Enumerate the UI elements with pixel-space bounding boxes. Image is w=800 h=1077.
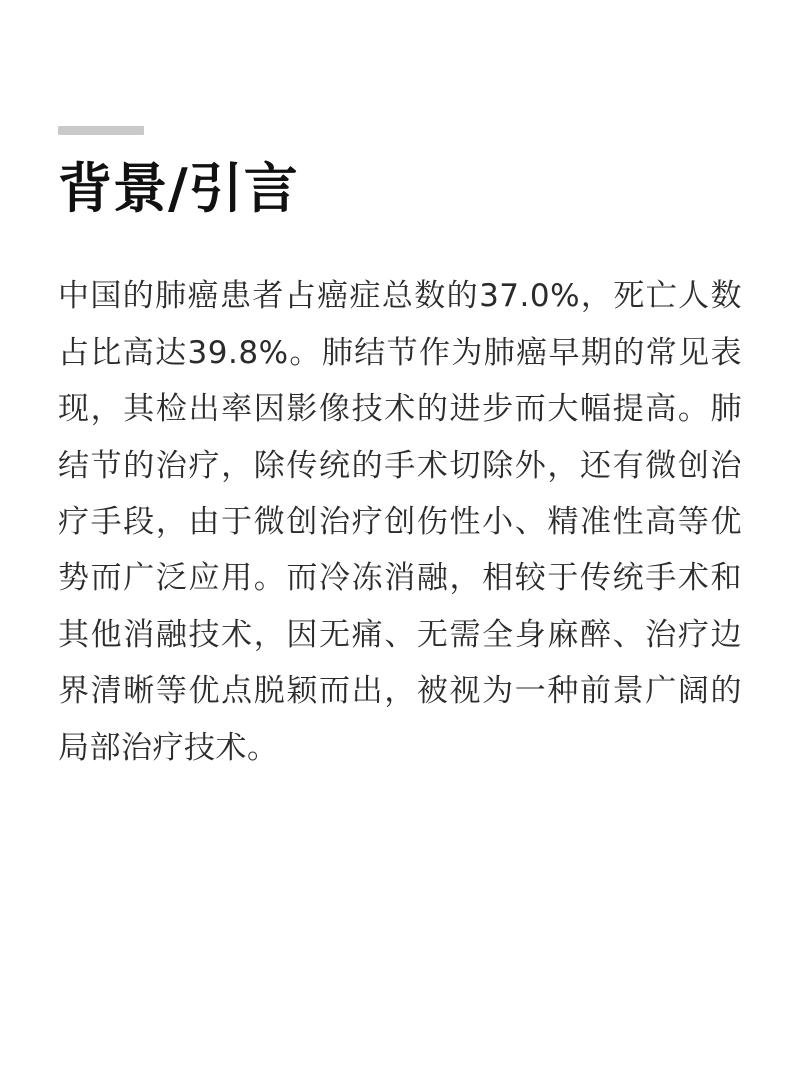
title-accent-rule <box>58 126 144 135</box>
page-title: 背景/引言 <box>58 156 299 220</box>
body-paragraph: 中国的肺癌患者占癌症总数的37.0%，死亡人数占比高达39.8%。肺结节作为肺癌早期的常见表现，其检出率因影像技术的进步而大幅提高。肺结节的治疗，除传统的手术切除外，还有微创治疗手段，由于微创治疗创伤性小、精准性高等优势而广泛应用。而冷冻消融，相较于传统手术和其他消融技术，因无痛、无需全身麻醉、治疗边界清晰等优点脱颖而出，被视为一种前景广阔的局部治疗技术。 <box>58 278 742 766</box>
document-page <box>0 126 800 1077</box>
